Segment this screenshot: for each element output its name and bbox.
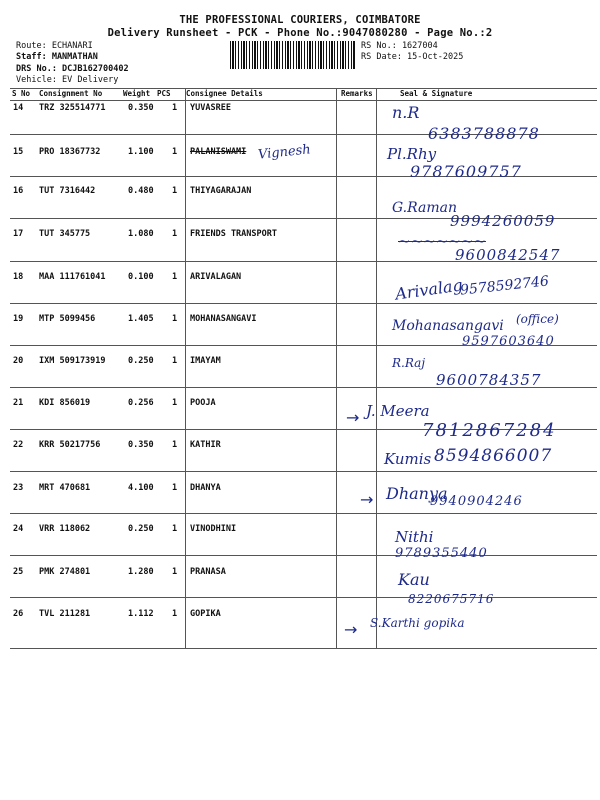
consignment-cell: KDI 856019 xyxy=(39,398,91,408)
sno-cell: 25 xyxy=(13,567,24,577)
table-header xyxy=(10,88,597,100)
col-pcs: PCS xyxy=(157,89,171,98)
weight-cell: 0.100 xyxy=(128,272,154,282)
pcs-cell: 1 xyxy=(172,524,178,534)
phone-15: 9787609757 xyxy=(410,162,522,181)
rs-no-label: RS No.: 1627004 xyxy=(361,41,438,51)
sno-cell: 22 xyxy=(13,440,24,450)
weight-cell: 0.350 xyxy=(128,440,154,450)
pcs-cell: 1 xyxy=(172,609,178,619)
consignee-cell: IMAYAM xyxy=(190,356,221,366)
pcs-cell: 1 xyxy=(172,186,178,196)
weight-cell: 1.405 xyxy=(128,314,154,324)
consignee-cell: PRANASA xyxy=(190,567,226,577)
weight-cell: 0.250 xyxy=(128,524,154,534)
consignee-cell: PALANISWAMI xyxy=(190,147,247,157)
pcs-cell: 1 xyxy=(172,483,178,493)
consignment-cell: KRR 50217756 xyxy=(39,440,101,450)
sig-19: Mohanasangavi xyxy=(392,318,504,334)
pcs-cell: 1 xyxy=(172,229,178,239)
weight-cell: 1.080 xyxy=(128,229,154,239)
weight-cell: 4.100 xyxy=(128,483,154,493)
row-rule xyxy=(10,555,597,556)
row-rule xyxy=(10,471,597,472)
consignee-cell: FRIENDS TRANSPORT xyxy=(190,229,277,239)
weight-cell: 1.100 xyxy=(128,147,154,157)
row-rule xyxy=(10,597,597,598)
remarks-col-rule xyxy=(336,88,337,648)
phone-19: 9597603640 xyxy=(462,334,555,349)
pcs-cell: 1 xyxy=(172,147,178,157)
note-19: (office) xyxy=(516,312,559,326)
consignment-cell: PMK 274801 xyxy=(39,567,91,577)
sno-cell: 23 xyxy=(13,483,24,493)
consignee-cell: KATHIR xyxy=(190,440,221,450)
sno-cell: 21 xyxy=(13,398,24,408)
company-title: THE PROFESSIONAL COURIERS, COIMBATORE xyxy=(179,14,421,26)
arrow-21: → xyxy=(346,408,360,427)
consignment-cell: TRZ 325514771 xyxy=(39,103,106,113)
sno-cell: 16 xyxy=(13,186,24,196)
consignment-cell: MAA 111761041 xyxy=(39,272,106,282)
route-label: Route: ECHANARI xyxy=(16,41,93,51)
sig-18: Arivalag xyxy=(394,275,464,304)
sig-26: S.Karthi gopika xyxy=(370,616,465,630)
phone-14: 6383788878 xyxy=(428,124,540,143)
pcs-cell: 1 xyxy=(172,356,178,366)
phone-16: 9994260059 xyxy=(450,212,556,230)
rs-date-label: RS Date: 15-Oct-2025 xyxy=(361,52,464,62)
consignee-cell: YUVASREE xyxy=(190,103,231,113)
pcs-cell: 1 xyxy=(172,272,178,282)
col-consignment: Consignment No xyxy=(39,89,103,98)
name-15: Vignesh xyxy=(257,142,312,163)
sig-24: Nithi xyxy=(395,528,434,546)
drs-label: DRS No.: DCJB162700402 xyxy=(16,64,129,74)
header-bottom-rule xyxy=(10,100,597,101)
barcode xyxy=(230,41,356,69)
consignment-cell: IXM 509173919 xyxy=(39,356,106,366)
sno-cell: 18 xyxy=(13,272,24,282)
consignment-cell: PRO 18367732 xyxy=(39,147,101,157)
col-sno: S No xyxy=(12,89,31,98)
phone-17: 9600842547 xyxy=(455,246,561,264)
arrow-23: → xyxy=(360,490,374,509)
sig-25: Kau xyxy=(398,570,430,589)
sig-22: Kumis xyxy=(384,450,432,468)
weight-cell: 0.256 xyxy=(128,398,154,408)
consignee-cell: ARIVALAGAN xyxy=(190,272,242,282)
sig-14: n.R xyxy=(392,103,420,122)
consignment-cell: VRR 118062 xyxy=(39,524,91,534)
weight-cell: 1.112 xyxy=(128,609,154,619)
consignment-cell: TVL 211281 xyxy=(39,609,91,619)
sig-21: J. Meera xyxy=(366,402,430,420)
pcs-cell: 1 xyxy=(172,103,178,113)
pcs-cell: 1 xyxy=(172,314,178,324)
weight-cell: 0.250 xyxy=(128,356,154,366)
staff-label: Staff: MANMATHAN xyxy=(16,52,98,62)
sno-cell: 20 xyxy=(13,356,24,366)
phone-25: 8220675716 xyxy=(408,592,495,606)
consignee-cell: THIYAGARAJAN xyxy=(190,186,252,196)
phone-23: 9940904246 xyxy=(430,494,523,509)
sig-15: Pl.Rhy xyxy=(387,145,437,163)
consignment-cell: TUT 345775 xyxy=(39,229,91,239)
weight-cell: 0.480 xyxy=(128,186,154,196)
arrow-26: → xyxy=(344,620,358,639)
consignee-col-rule xyxy=(185,88,186,648)
sno-cell: 19 xyxy=(13,314,24,324)
sno-cell: 26 xyxy=(13,609,24,619)
vehicle-label: Vehicle: EV Delivery xyxy=(16,75,119,85)
consignee-cell: POOJA xyxy=(190,398,216,408)
consignment-cell: MTP 5099456 xyxy=(39,314,96,324)
phone-22: 8594866007 xyxy=(434,446,553,466)
sno-cell: 24 xyxy=(13,524,24,534)
col-consignee: Consignee Details xyxy=(186,89,263,98)
col-seal: Seal & Signature xyxy=(400,89,473,98)
sno-cell: 17 xyxy=(13,229,24,239)
sig-23: Dhanya xyxy=(386,484,448,503)
consignee-cell: VINODHINI xyxy=(190,524,237,534)
runsheet-subtitle: Delivery Runsheet - PCK - Phone No.:9047080280 - Page No.:2 xyxy=(107,27,493,39)
sig-16: G.Raman xyxy=(392,200,457,216)
row-rule xyxy=(10,513,597,514)
phone-24: 9789355440 xyxy=(395,546,488,561)
row-rule xyxy=(10,648,597,649)
pcs-cell: 1 xyxy=(172,440,178,450)
consignee-cell: GOPIKA xyxy=(190,609,221,619)
col-remarks: Remarks xyxy=(341,89,373,98)
consignee-cell: DHANYA xyxy=(190,483,221,493)
consignee-cell: MOHANASANGAVI xyxy=(190,314,257,324)
pcs-cell: 1 xyxy=(172,567,178,577)
consignment-cell: MRT 470681 xyxy=(39,483,91,493)
consignment-cell: TUT 7316442 xyxy=(39,186,96,196)
phone-21: 7812867284 xyxy=(422,420,557,441)
row-rule xyxy=(10,303,597,304)
sno-cell: 14 xyxy=(13,103,24,113)
col-weight: Weight xyxy=(123,89,151,98)
seal-col-rule xyxy=(376,88,377,648)
weight-cell: 0.350 xyxy=(128,103,154,113)
phone-20: 9600784357 xyxy=(436,371,542,389)
sig-20: R.Raj xyxy=(392,356,426,370)
scribble-17: ~~~~~~~ xyxy=(398,232,486,250)
phone-18: 9578592746 xyxy=(459,273,550,299)
pcs-cell: 1 xyxy=(172,398,178,408)
weight-cell: 1.280 xyxy=(128,567,154,577)
sno-cell: 15 xyxy=(13,147,24,157)
